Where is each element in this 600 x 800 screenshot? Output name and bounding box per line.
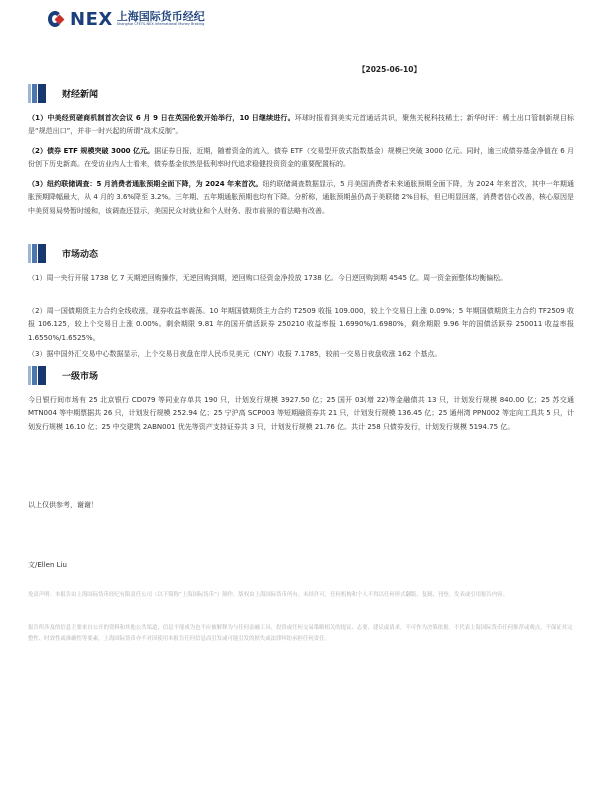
news-item-3: （3）纽约联储调查：5 月消费者通胀预期全面下降，为 2024 年来首次。纽约联储调查数据显示，5 月美国消费者未来通胀预期全面下降，为 2024 年来首次，其中一年期通胀预期降幅最大，从 4 月的 3.6%降至 3.2%。三年期、五年期通胀预期也均有下降。分析称，通胀预期虽仍高于美联储 2%目标，但已明显回落，消费者信心改善，核心原因是中美贸易局势暂时缓和，该调查还显示，美国民众对就业和个人财务、股市前景的看法略有改善。 bbox=[28, 180, 574, 215]
section-title: 一级市场 bbox=[62, 372, 99, 382]
section-bars-icon bbox=[28, 84, 46, 103]
section-header-primary bbox=[28, 366, 98, 385]
company-logo bbox=[48, 6, 205, 32]
logo-cn-text: 上海国际货币经纪 bbox=[116, 10, 205, 24]
section-bars-icon bbox=[28, 244, 46, 263]
logo-en-text: Shanghai CFETS-NEX International Money Broking bbox=[116, 22, 205, 27]
report-date: 【2025-06-10】 bbox=[358, 65, 421, 74]
market-item-1: （1）周一央行开展 1738 亿 7 天期逆回购操作，无逆回购到期，逆回购口径资金净投放 1738 亿。今日逆回购到期 4545 亿。周一资金面整体均衡偏松。 bbox=[28, 274, 508, 282]
section-header-market bbox=[28, 244, 98, 263]
section-bars-icon bbox=[28, 366, 46, 385]
news-item-2: （2）债券 ETF 规模突破 3000 亿元。据证券日报，近期，随着资金的流入，债券 ETF（交易型开放式指数基金）规模已突破 3000 亿元。同时，逾三成债券基金净值在 6 月份创下历史新高。在受访业内人士看来，债券基金依然是低利率时代追求稳健投资资金的重要配置标的。 bbox=[28, 147, 574, 169]
disclaimer-1: 免责声明：本报告由上海国际货币经纪有限责任公司（以下简称“上海国际货币”）制作，版权由上海国际货币所有。未经许可，任何机构和个人不得以任何形式翻版、复制、刊登、发表或引用报告内容。 bbox=[28, 592, 508, 598]
logo-mark-icon bbox=[48, 9, 68, 29]
market-item-3: （3）据中国外汇交易中心数据显示，上个交易日夜盘在岸人民币兑美元（CNY）收报 7.1785，较前一交易日夜盘收涨 162 个基点。 bbox=[28, 350, 442, 358]
closing-text: 以上仅供参考，谢谢！ bbox=[28, 501, 98, 509]
section-title: 市场动态 bbox=[62, 250, 99, 260]
primary-market-text: 今日银行间市场有 25 北京银行 CD079 等同业存单共 190 只，计划发行规模 3927.50 亿；25 国开 03(增 22)等金融债共 13 只，计划发行规模 840.00 亿；25 苏交通 MTN004 等中期票据共 26 只，计划发行规模 252.94 亿；25 宁沪高 SCP003 等短期融资券共 21 只，计划发行规模 136.45 亿；25 通州湾 PPN002 等定向工具共 5 只，计划发行规模 16.10 亿；25 中交建筑 2ABN001 优先等资产支持证券共 3 只，计划发行规模 21.76 亿。共计 258 只债券发行，计划发行规模 5194.75 亿。 bbox=[28, 396, 574, 431]
section-header-finance-news bbox=[28, 84, 98, 103]
author-text: 文/Ellen Liu bbox=[28, 561, 67, 569]
logo-brand: NEX bbox=[70, 8, 113, 30]
disclaimer-2: 报告所涉及的信息主要来自公开的资料和其他公共渠道，信息不能成为也不应被解释为与任何金融工具、投资或任何交易策略相关的提议、志要、建议或请求，不可作为决策依据。不代表上海国际货币任何推荐或观点，不保证其完整性、时效性或准确性等要素，上海国际货币亦不对因使用本报告任何信息而引发或可能引发的损失或法律纠纷承担任何责任。 bbox=[28, 625, 573, 642]
market-item-2: （2）周一国债期货主力合约全线收涨，现券收益率震荡。10 年期国债期货主力合约 T2509 收报 109.000，较上个交易日上涨 0.09%；5 年期国债期货主力合约 TF2509 收报 106.125，较上个交易日上涨 0.00%。剩余期限 9.81 年的国开债活跃券 250210 收益率报 1.6990%/1.6980%，剩余期限 9.96 年的国债活跃券 250011 收益率报 1.6550%/1.6525%。 bbox=[28, 307, 574, 342]
section-title: 财经新闻 bbox=[62, 90, 99, 100]
news-item-1: （1）中美经贸磋商机制首次会议 6 月 9 日在英国伦敦开始举行，10 日继续进行。环球时报看到美实元首通话共识，聚焦关税科技稀土；新华时评：稀土出口管制新规目标是“规范出口”，并非一时兴起的所谓“战术反制”。 bbox=[28, 114, 574, 136]
